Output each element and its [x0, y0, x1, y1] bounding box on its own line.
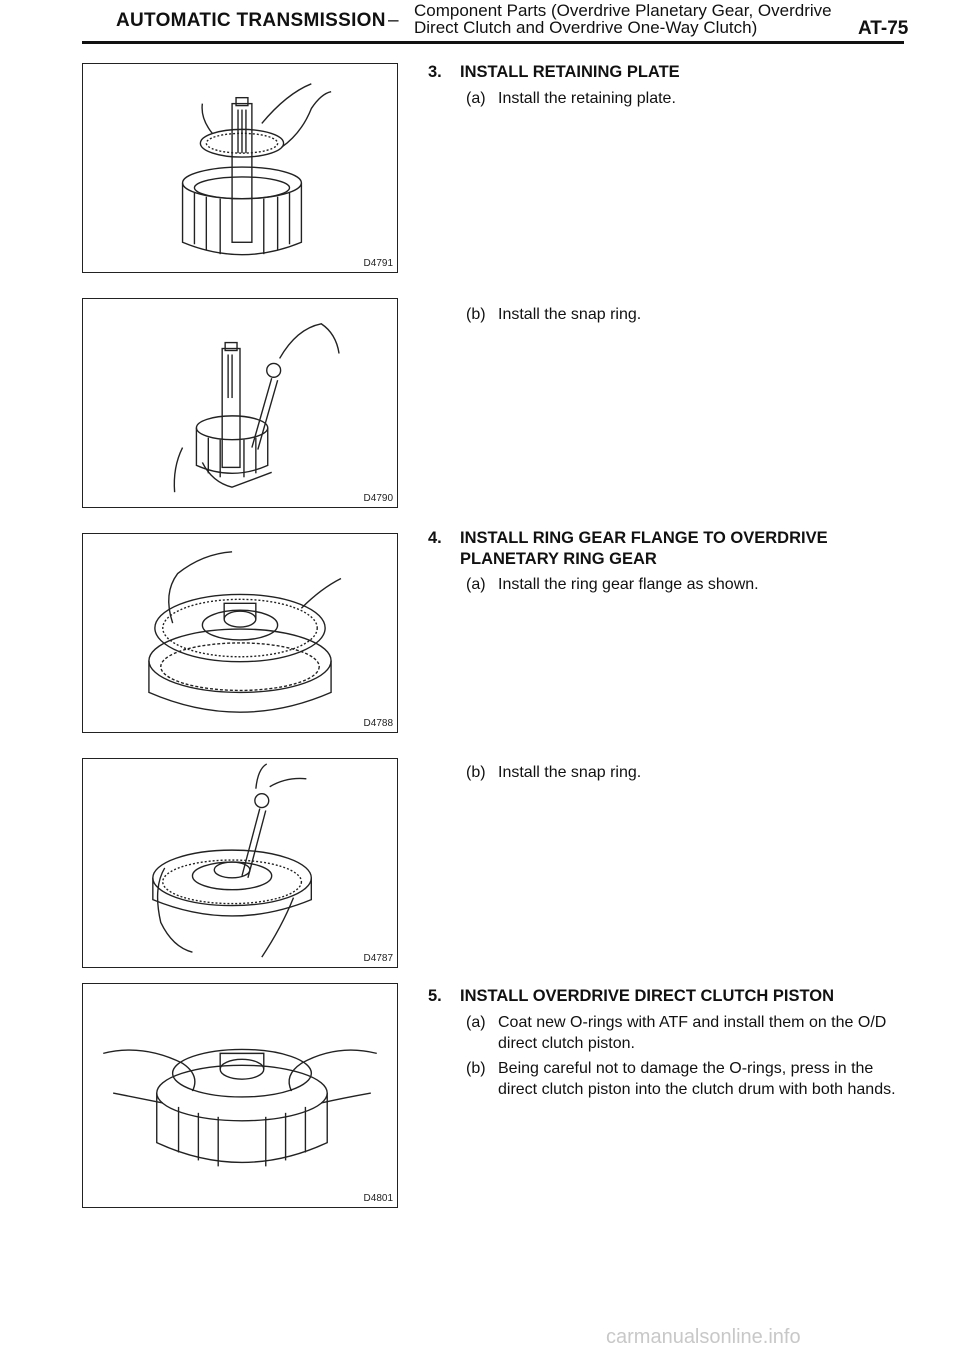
step-number: 4. — [428, 529, 442, 547]
figure-code: D4788 — [363, 718, 393, 729]
figure-clutch-piston — [82, 983, 398, 1208]
step-4a — [466, 574, 914, 595]
snap-ring-plate-illustration — [83, 299, 397, 507]
ring-gear-flange-illustration — [83, 534, 397, 732]
figure-snap-ring-2 — [82, 758, 398, 968]
sub-label: (b) — [466, 764, 486, 781]
step-3a — [466, 88, 914, 109]
step-3b — [466, 304, 914, 325]
sub-text: Being careful not to damage the O-rings, press in the direct clutch piston into the clutch drum with both hands. — [498, 1060, 896, 1098]
header-dash: – — [388, 10, 399, 31]
sub-text: Install the retaining plate. — [498, 90, 676, 107]
figure-code: D4791 — [363, 258, 393, 269]
step-4b — [466, 762, 914, 783]
figure-ring-gear-flange — [82, 533, 398, 733]
step-5a — [466, 1012, 914, 1054]
watermark: carmanualsonline.info — [606, 1326, 801, 1348]
figure-snap-ring-1 — [82, 298, 398, 508]
step-number: 5. — [428, 987, 442, 1005]
step-5b — [466, 1058, 914, 1100]
header-subtitle-line2: Direct Clutch and Overdrive One-Way Clutch) — [414, 18, 758, 37]
sub-text: Install the ring gear flange as shown. — [498, 576, 759, 593]
sub-label: (b) — [466, 1060, 486, 1077]
step-title: INSTALL RING GEAR FLANGE TO OVERDRIVE PLANETARY RING GEAR — [460, 529, 828, 568]
sub-label: (b) — [466, 306, 486, 323]
step-5-heading — [428, 986, 900, 1007]
sub-text: Install the snap ring. — [498, 764, 642, 781]
section-title: AUTOMATIC TRANSMISSION — [116, 10, 386, 31]
figure-retaining-plate — [82, 63, 398, 273]
sub-text: Coat new O-rings with ATF and install them on the O/D direct clutch piston. — [498, 1014, 887, 1052]
clutch-piston-illustration — [83, 984, 397, 1207]
step-4-heading — [428, 528, 900, 570]
header-subtitle-line1: Component Parts (Overdrive Planetary Gear, Overdrive — [414, 1, 832, 20]
retaining-plate-illustration — [83, 64, 397, 272]
sub-label: (a) — [466, 1014, 486, 1031]
step-title: INSTALL OVERDRIVE DIRECT CLUTCH PISTON — [460, 987, 835, 1005]
page-number: AT-75 — [858, 18, 909, 39]
snap-ring-gear-illustration — [83, 759, 397, 967]
step-title: INSTALL RETAINING PLATE — [460, 63, 680, 81]
step-number: 3. — [428, 63, 442, 81]
sub-text: Install the snap ring. — [498, 306, 642, 323]
step-3-heading — [428, 62, 900, 83]
figure-code: D4787 — [363, 953, 393, 964]
header-rule — [82, 41, 904, 44]
figure-code: D4801 — [363, 1193, 393, 1204]
header-subtitle — [414, 2, 832, 36]
figure-code: D4790 — [363, 493, 393, 504]
sub-label: (a) — [466, 90, 486, 107]
sub-label: (a) — [466, 576, 486, 593]
